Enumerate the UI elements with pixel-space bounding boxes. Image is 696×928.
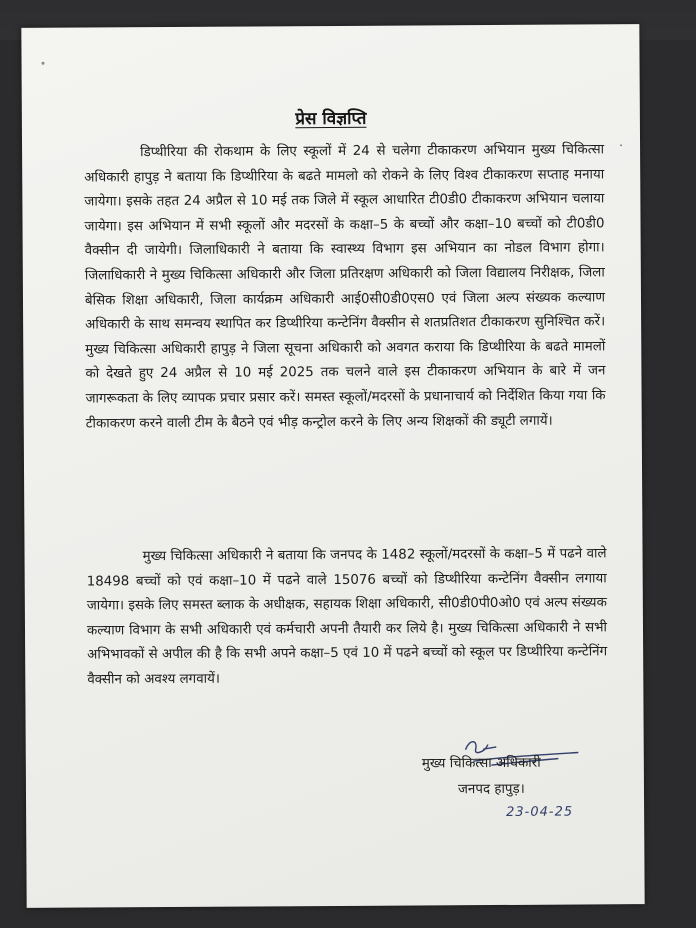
- document-title: प्रेस विज्ञप्ति: [295, 108, 367, 130]
- press-release-sheet: [21, 24, 644, 908]
- paper-speck: [42, 62, 45, 65]
- handwritten-date: 23-04-25: [506, 804, 574, 820]
- body-paragraph-1: डिप्थीरिया की रोकथाम के लिए स्कूलों में 24 से चलेगा टीकाकरण अभियान मुख्य चिकित्सा अधिकारी हापुड़ ने बताया कि डिप्थीरिया के बढते मामलो को रोकने के लिए विश्व टीकाकरण सप्ताह मनाया जायेगा। इसके तहत 24 अप्रैल से 10 मई तक जिले में स्कूल आधारित टी0डी0 टीकाकरण अभियान चलाया जायेगा। इस अभियान में सभी स्कूलों और मदरसों के कक्षा–5 के बच्चों और कक्षा–10 बच्चों को टी0डी0 वैक्सीन दी जायेगी। जिलाधिकारी ने बताया कि स्वास्थ्य विभाग इस अभियान का नोडल विभाग होगा। जिलाधिकारी ने मुख्य चिकित्सा अधिकारी और जिला प्रतिरक्षण अधिकारी को जिला विद्यालय निरीक्षक, जिला बेसिक शिक्षा अधिकारी, जिला कार्यक्रम अधिकारी आई0सी0डी0एस0 एवं जिला अल्प संख्यक कल्याण अधिकारी के साथ समन्वय स्थापित कर डिप्थीरिया कन्टेनिंग वैक्सीन से शतप्रतिशत टीकाकरण सुनिश्चित करें। मुख्य चिकित्सा अधिकारी हापुड़ ने जिला सूचना अधिकारी को अवगत कराया कि डिप्थीरिया के बढते मामलों को देखते हुए 24 अप्रैल से 10 मई 2025 तक चलने वाले इस टीकाकरण अभियान के बारे में जन जागरूकता के लिए व्यापक प्रचार प्रसार करें। समस्त स्कूलों/मदरसों के प्रधानाचार्य को निर्देशित किया गया कि टीकाकरण करने वाली टीम के बैठने एवं भीड़ कन्ट्रोल करने के लिए अन्य शिक्षकों की ड्यूटी लगायें।: [84, 142, 606, 432]
- signature-block: [421, 740, 622, 820]
- signatory-district: जनपद हापुड़।: [457, 781, 525, 798]
- signatory-designation: मुख्य चिकित्सा अधिकारी: [421, 755, 541, 772]
- body-paragraph-2: मुख्य चिकित्सा अधिकारी ने बताया कि जनपद के 1482 स्कूलों/मदरसों के कक्षा–5 में पढने वाले 18498 बच्चों को एवं कक्षा–10 में पढने वाले 15076 बच्चों को डिप्थीरिया कन्टेनिंग वैक्सीन लगाया जायेगा। इसके लिए समस्त ब्लाक के अधीक्षक, सहायक शिक्षा अधिकारी, सी0डी0पी0ओ0 एवं अल्प संख्यक कल्याण विभाग के सभी अधिकारी एवं कर्मचारी अपनी तैयारी कर लिये है। मुख्य चिकित्सा अधिकारी ने सभी अभिभावकों से अपील की है कि सभी अपने कक्षा–5 एवं 10 में पढने बच्चों को स्कूल पर डिप्थीरिया कन्टेनिंग वैक्सीन को अवश्य लगवायें।: [86, 546, 608, 688]
- paper-speck: [620, 144, 622, 146]
